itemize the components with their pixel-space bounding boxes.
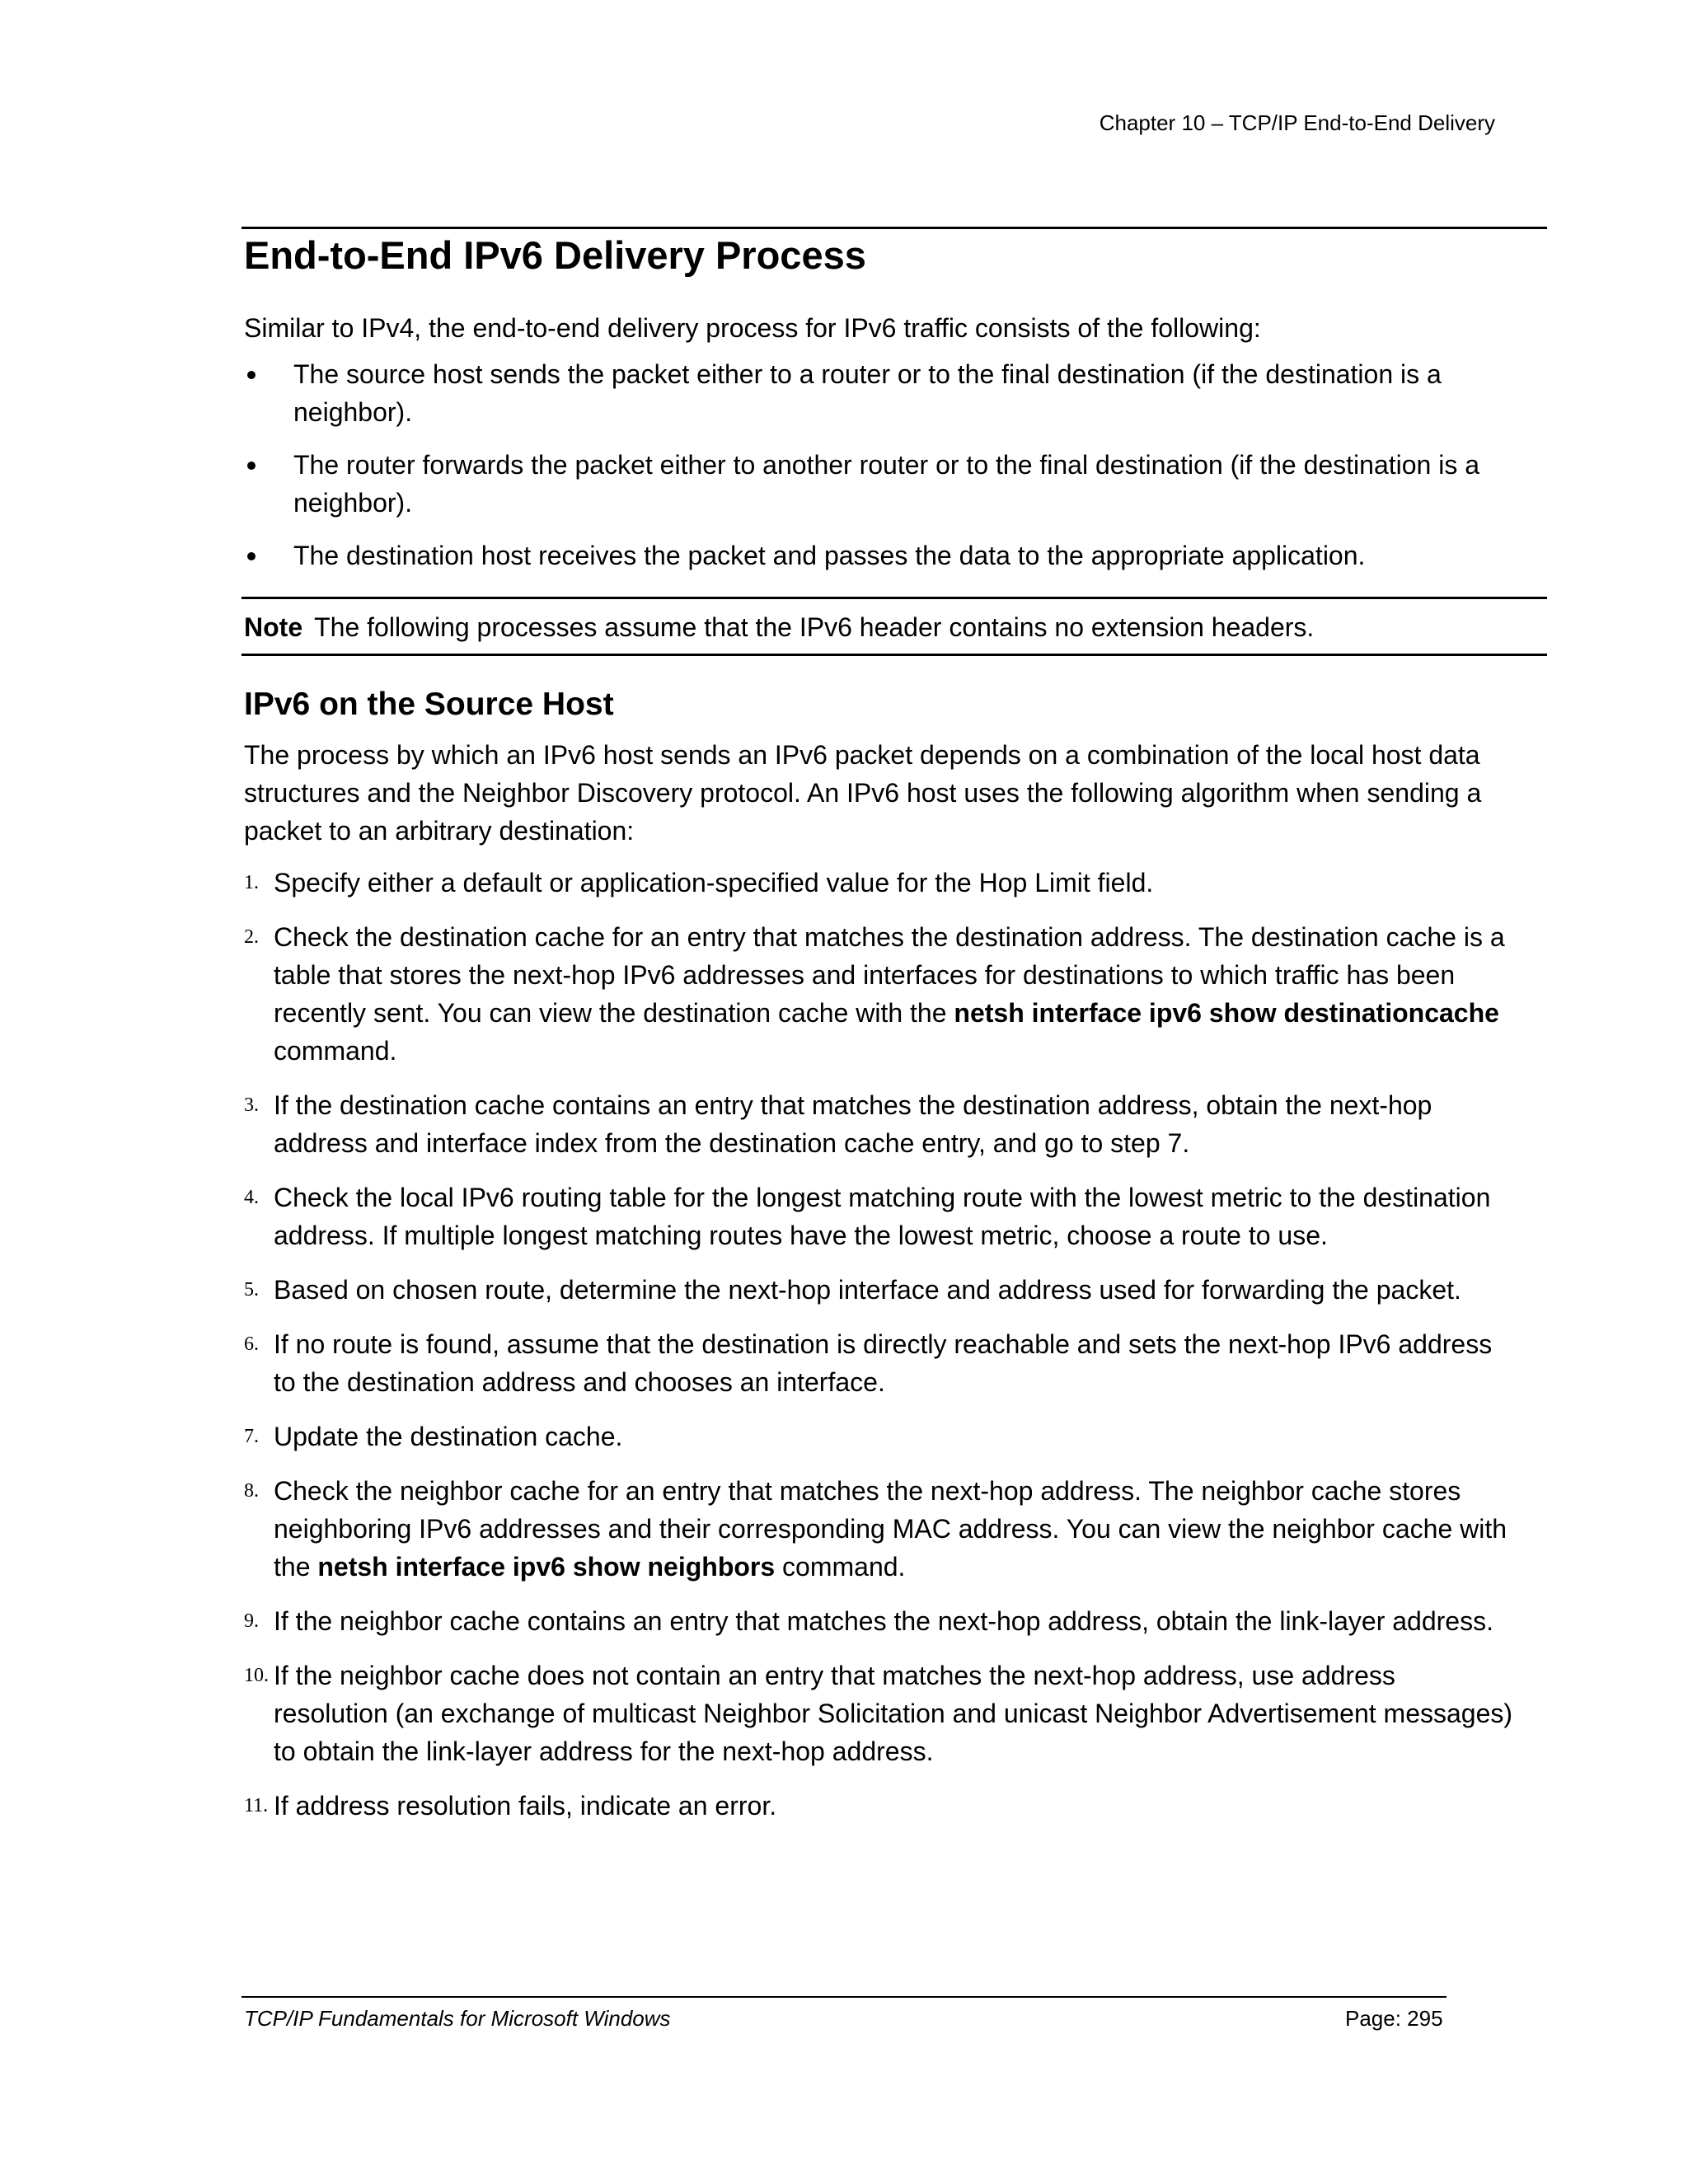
step-number: 9. bbox=[244, 1610, 259, 1632]
step-text: Check the local IPv6 routing table for the longest matching route with the lowest metric to the destination address. If multiple longest matching routes have the lowest metric, choose a route to use. bbox=[274, 1183, 1491, 1250]
step-text: Check the neighbor cache for an entry that matches the next-hop address. The neighbor cache stores neighboring IPv6 addresses and their corresponding MAC address. You can view the neighbor cache with the bbox=[274, 1476, 1507, 1582]
step-item bbox=[244, 1271, 1513, 1309]
step-number: 4. bbox=[244, 1187, 259, 1208]
step-item bbox=[244, 1086, 1513, 1162]
bullet-icon bbox=[247, 552, 256, 560]
note-box bbox=[244, 608, 1314, 646]
bullet-list bbox=[244, 355, 1538, 589]
note-bottom-rule bbox=[241, 654, 1547, 656]
title-rule bbox=[241, 227, 1547, 229]
step-item bbox=[244, 1179, 1513, 1254]
running-header: Chapter 10 – TCP/IP End-to-End Delivery bbox=[1099, 110, 1495, 135]
step-command: netsh interface ipv6 show neighbors bbox=[317, 1552, 776, 1582]
bullet-item bbox=[244, 446, 1538, 522]
step-text: If the destination cache contains an entry that matches the destination address, obtain the next-hop address and interface index from the destination cache entry, and go to step 7. bbox=[274, 1090, 1432, 1158]
step-command: netsh interface ipv6 show destinationcache bbox=[954, 998, 1499, 1028]
bullet-item bbox=[244, 355, 1538, 431]
step-item bbox=[244, 1602, 1513, 1640]
step-text-tail: command. bbox=[274, 1036, 397, 1066]
step-text: Update the destination cache. bbox=[274, 1422, 623, 1451]
step-number: 11. bbox=[244, 1795, 269, 1816]
footer-book-title: TCP/IP Fundamentals for Microsoft Windows bbox=[244, 2006, 671, 2031]
step-item bbox=[244, 1418, 1513, 1455]
step-item bbox=[244, 1472, 1513, 1586]
step-number: 1. bbox=[244, 872, 259, 893]
step-number: 5. bbox=[244, 1279, 259, 1301]
intro-paragraph: Similar to IPv4, the end-to-end delivery process for IPv6 traffic consists of the following: bbox=[244, 313, 1261, 343]
step-text: Specify either a default or application-specified value for the Hop Limit field. bbox=[274, 868, 1154, 898]
subsection-paragraph: The process by which an IPv6 host sends an IPv6 packet depends on a combination of the local host data structures and the Neighbor Discovery protocol. An IPv6 host uses the following algorithm when sending a packet to an arbitrary destination: bbox=[244, 740, 1482, 846]
footer-rule bbox=[241, 1996, 1447, 1998]
step-item bbox=[244, 1787, 1513, 1825]
subsection-title: IPv6 on the Source Host bbox=[244, 687, 614, 722]
step-item bbox=[244, 918, 1513, 1070]
step-number: 3. bbox=[244, 1094, 259, 1116]
step-number: 2. bbox=[244, 926, 259, 948]
step-item bbox=[244, 864, 1513, 902]
algorithm-steps bbox=[244, 864, 1513, 1841]
step-number: 10. bbox=[244, 1665, 269, 1686]
bullet-icon bbox=[247, 462, 256, 470]
note-text: The following processes assume that the IPv6 header contains no extension headers. bbox=[314, 612, 1315, 642]
step-number: 8. bbox=[244, 1480, 259, 1502]
bullet-text: The source host sends the packet either to a router or to the final destination (if the destination is a neighbor). bbox=[293, 359, 1442, 427]
step-text: Check the destination cache for an entry that matches the destination address. The destination cache is a table that stores the next-hop IPv6 addresses and interfaces for destinations to which traffic has been recently sent. You can view the destination cache with the bbox=[274, 922, 1505, 1028]
bullet-text: The router forwards the packet either to another router or to the final destination (if the destination is a neighbor). bbox=[293, 450, 1480, 518]
step-item bbox=[244, 1657, 1513, 1770]
section-title: End-to-End IPv6 Delivery Process bbox=[244, 233, 866, 277]
bullet-item bbox=[244, 537, 1538, 574]
step-text-tail: command. bbox=[775, 1552, 906, 1582]
page-number: Page: 295 bbox=[1345, 2006, 1443, 2031]
step-text: If address resolution fails, indicate an error. bbox=[274, 1791, 777, 1821]
note-label: Note bbox=[244, 612, 303, 642]
note-top-rule bbox=[241, 597, 1547, 599]
step-text: Based on chosen route, determine the next-hop interface and address used for forwarding the packet. bbox=[274, 1275, 1461, 1305]
step-item bbox=[244, 1325, 1513, 1401]
step-text: If the neighbor cache does not contain an entry that matches the next-hop address, use address resolution (an exchange of multicast Neighbor Solicitation and unicast Neighbor Advertisement messages) to obtain the link-layer address for the next-hop address. bbox=[274, 1661, 1513, 1766]
bullet-text: The destination host receives the packet and passes the data to the appropriate application. bbox=[293, 541, 1366, 570]
step-text: If no route is found, assume that the destination is directly reachable and sets the next-hop IPv6 address to the destination address and chooses an interface. bbox=[274, 1329, 1493, 1397]
step-number: 6. bbox=[244, 1333, 259, 1355]
step-number: 7. bbox=[244, 1426, 259, 1447]
step-text: If the neighbor cache contains an entry that matches the next-hop address, obtain the link-layer address. bbox=[274, 1606, 1493, 1636]
bullet-icon bbox=[247, 371, 256, 379]
